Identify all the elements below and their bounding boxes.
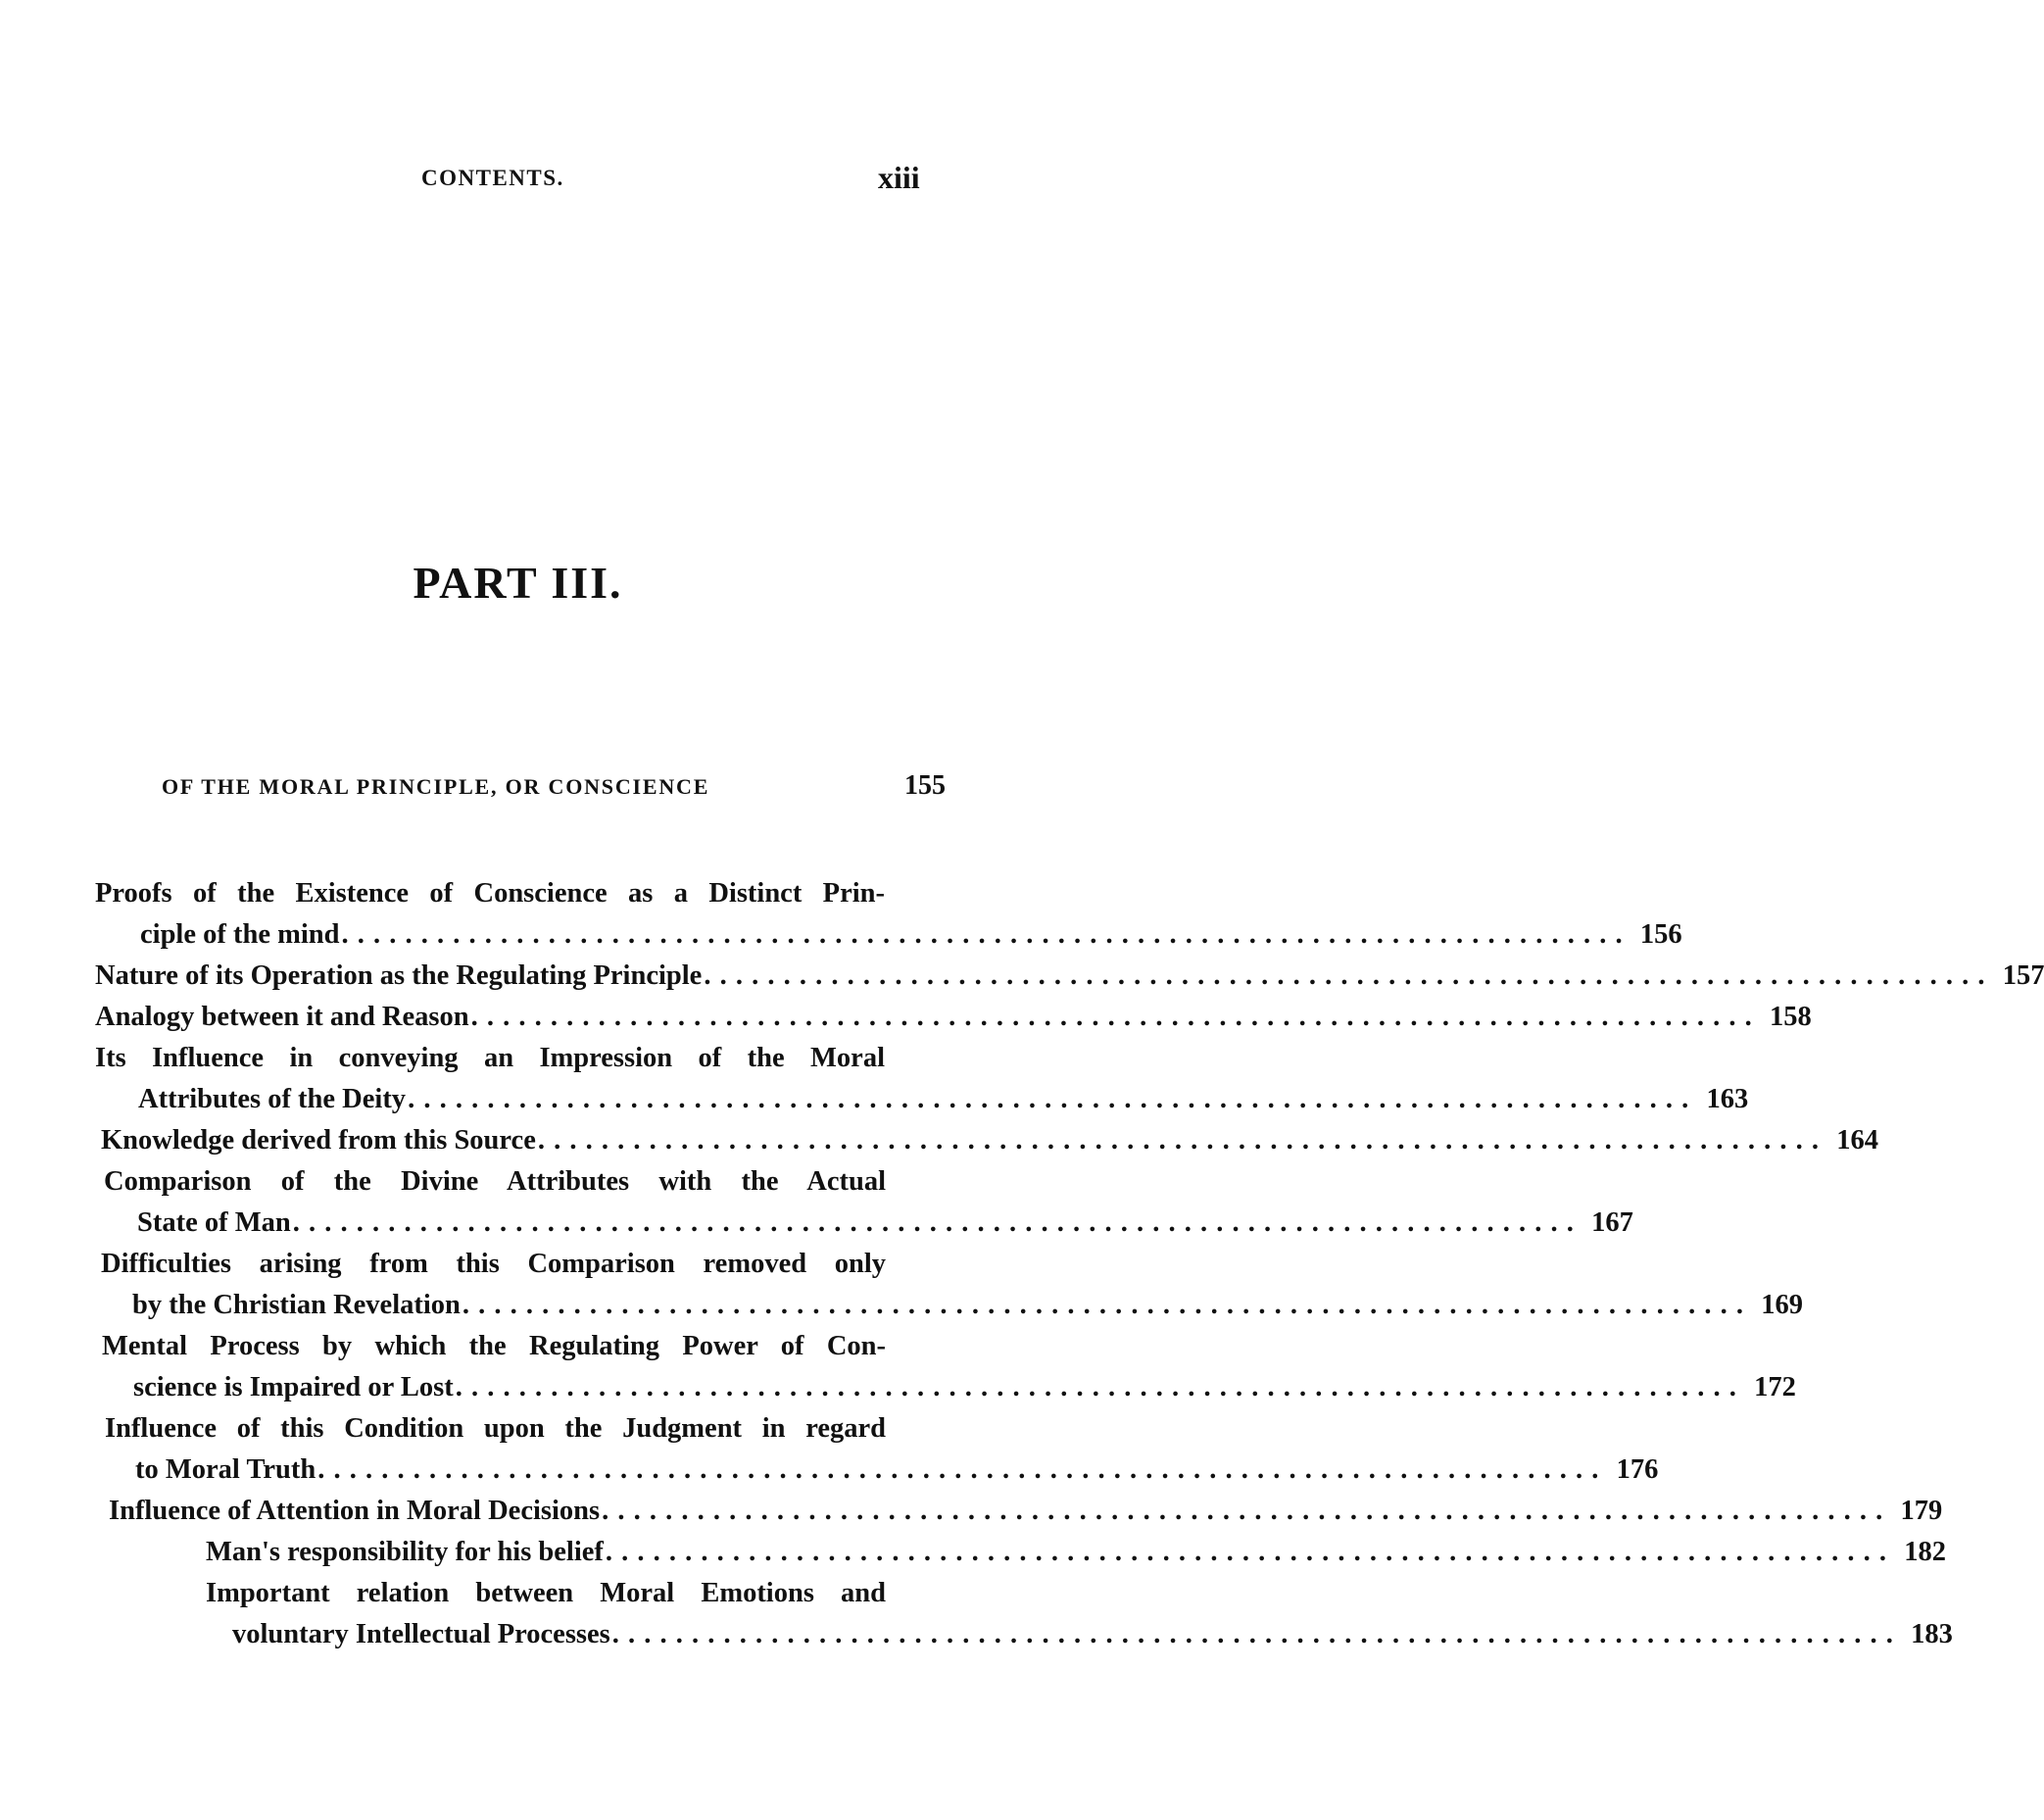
toc-entry-text: Man's responsibility for his belief xyxy=(206,1537,604,1567)
toc-page-number: 176 xyxy=(1616,1454,1659,1485)
toc-page-number: 183 xyxy=(1911,1619,1953,1649)
dot-leader: . . . . . . . . . . . . . . . . . . . . . . . . . . . . . . . . . . . . . . . . . . . . . . . . . . . . . . . . . . . . . . . . . . . . . . . . . . . . . . . . . xyxy=(292,1207,1575,1238)
toc-entry-line xyxy=(137,1207,1633,1247)
toc-entry-line xyxy=(95,960,2044,1000)
toc-entry-line xyxy=(101,1125,1878,1164)
section-heading xyxy=(162,770,946,810)
toc-entry-text: Mental Process by which the Regulating Power of Con- xyxy=(102,1331,886,1361)
page-folio: xiii xyxy=(878,160,920,195)
section-page-number: 155 xyxy=(904,770,946,801)
toc-entry-text: to Moral Truth xyxy=(135,1454,316,1485)
toc-page-number: 169 xyxy=(1761,1290,1803,1320)
toc-entry-line xyxy=(101,1249,886,1288)
toc-entry-text: Comparison of the Divine Attributes with the Actual xyxy=(104,1166,886,1197)
toc-entry-text: ciple of the mind xyxy=(140,919,340,950)
dot-leader: . . . . . . . . . . . . . . . . . . . . . . . . . . . . . . . . . . . . . . . . . . . . . . . . . . . . . . . . . . . . . . . . . . . . . . . . . . . . . . . . . xyxy=(605,1537,1888,1567)
dot-leader: . . . . . . . . . . . . . . . . . . . . . . . . . . . . . . . . . . . . . . . . . . . . . . . . . . . . . . . . . . . . . . . . . . . . . . . . . . . . . . . . . xyxy=(470,1002,1753,1032)
toc-entry-text: Difficulties arising from this Comparison removed only xyxy=(101,1249,886,1279)
toc-entry-line xyxy=(104,1166,886,1205)
toc-page-number: 167 xyxy=(1591,1207,1633,1238)
toc-entry-line xyxy=(140,919,1682,959)
toc-entry-line xyxy=(232,1619,1953,1658)
toc-page-number: 156 xyxy=(1639,919,1682,950)
toc-entry-text: by the Christian Revelation xyxy=(132,1290,461,1320)
running-title: CONTENTS. xyxy=(421,166,564,190)
dot-leader: . . . . . . . . . . . . . . . . . . . . . . . . . . . . . . . . . . . . . . . . . . . . . . . . . . . . . . . . . . . . . . . . . . . . . . . . . . . . . . . . . xyxy=(341,919,1624,950)
toc-entry-text: Influence of Attention in Moral Decisions xyxy=(109,1496,601,1526)
toc-entry-line xyxy=(109,1496,1943,1535)
running-head xyxy=(0,160,1036,199)
dot-leader: . . . . . . . . . . . . . . . . . . . . . . . . . . . . . . . . . . . . . . . . . . . . . . . . . . . . . . . . . . . . . . . . . . . . . . . . . . . . . . . . . xyxy=(455,1372,1737,1402)
toc-entry-text: Knowledge derived from this Source xyxy=(101,1125,536,1156)
toc-entry-line xyxy=(105,1413,886,1452)
toc-entry-line xyxy=(95,1043,885,1082)
dot-leader: . . . . . . . . . . . . . . . . . . . . . . . . . . . . . . . . . . . . . . . . . . . . . . . . . . . . . . . . . . . . . . . . . . . . . . . . . . . . . . . . . xyxy=(317,1454,1600,1485)
toc-page-number: 179 xyxy=(1900,1496,1943,1526)
toc-entry-text: Proofs of the Existence of Conscience as a Distinct Prin- xyxy=(95,878,885,909)
toc-entry-line xyxy=(95,878,885,917)
toc-entry-text: Attributes of the Deity xyxy=(138,1084,407,1114)
toc-page-number: 172 xyxy=(1754,1372,1796,1402)
toc-page-number: 164 xyxy=(1836,1125,1878,1156)
toc-page-number: 158 xyxy=(1769,1002,1812,1032)
dot-leader: . . . . . . . . . . . . . . . . . . . . . . . . . . . . . . . . . . . . . . . . . . . . . . . . . . . . . . . . . . . . . . . . . . . . . . . . . . . . . . . . . xyxy=(704,960,1986,991)
toc-entry-text: voluntary Intellectual Processes xyxy=(232,1619,610,1649)
toc-entry-line xyxy=(206,1537,1947,1576)
toc-entry-line xyxy=(133,1372,1796,1411)
toc-entry-text: Nature of its Operation as the Regulating Principle xyxy=(95,960,703,991)
toc-entry-line xyxy=(95,1002,1812,1041)
toc-entry-line xyxy=(102,1331,886,1370)
toc-entry-text: State of Man xyxy=(137,1207,291,1238)
toc-entry-line xyxy=(135,1454,1659,1494)
toc-entry-text: Influence of this Condition upon the Judgment in regard xyxy=(105,1413,886,1444)
toc-page-number: 163 xyxy=(1706,1084,1749,1114)
dot-leader: . . . . . . . . . . . . . . . . . . . . . . . . . . . . . . . . . . . . . . . . . . . . . . . . . . . . . . . . . . . . . . . . . . . . . . . . . . . . . . . . . xyxy=(408,1084,1690,1114)
dot-leader: . . . . . . . . . . . . . . . . . . . . . . . . . . . . . . . . . . . . . . . . . . . . . . . . . . . . . . . . . . . . . . . . . . . . . . . . . . . . . . . . . xyxy=(537,1125,1820,1156)
toc-entry-text: Analogy between it and Reason xyxy=(95,1002,469,1032)
toc-entry-line xyxy=(132,1290,1803,1329)
toc-page-number: 182 xyxy=(1904,1537,1947,1567)
dot-leader: . . . . . . . . . . . . . . . . . . . . . . . . . . . . . . . . . . . . . . . . . . . . . . . . . . . . . . . . . . . . . . . . . . . . . . . . . . . . . . . . . xyxy=(602,1496,1884,1526)
toc-page-number: 157 xyxy=(2002,960,2044,991)
toc-entry-text: Important relation between Moral Emotions and xyxy=(206,1578,886,1608)
part-heading: PART III. xyxy=(413,558,623,608)
toc-entry-line xyxy=(206,1578,886,1617)
toc-entry-line xyxy=(138,1084,1749,1123)
toc-entry-text: science is Impaired or Lost xyxy=(133,1372,454,1402)
dot-leader: . . . . . . . . . . . . . . . . . . . . . . . . . . . . . . . . . . . . . . . . . . . . . . . . . . . . . . . . . . . . . . . . . . . . . . . . . . . . . . . . . xyxy=(462,1290,1744,1320)
dot-leader: . . . . . . . . . . . . . . . . . . . . . . . . . . . . . . . . . . . . . . . . . . . . . . . . . . . . . . . . . . . . . . . . . . . . . . . . . . . . . . . . . xyxy=(611,1619,1894,1649)
toc-entry-text: Its Influence in conveying an Impression of the Moral xyxy=(95,1043,885,1073)
section-title: OF THE MORAL PRINCIPLE, OR CONSCIENCE xyxy=(162,774,710,799)
